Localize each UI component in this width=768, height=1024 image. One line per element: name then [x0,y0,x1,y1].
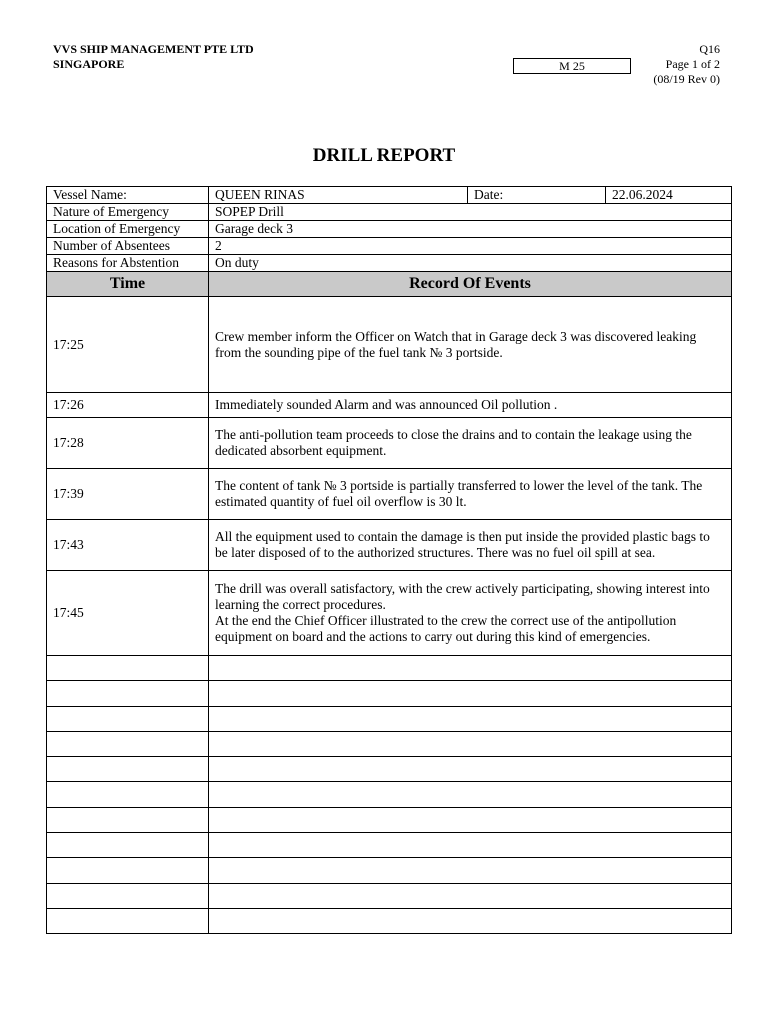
empty-time-cell [47,706,209,731]
event-time: 17:43 [47,520,209,571]
event-time: 17:39 [47,469,209,520]
absentees-label: Number of Absentees [47,238,209,255]
nature-label: Nature of Emergency [47,204,209,221]
company-header [53,42,254,72]
empty-row [47,807,732,832]
empty-time-cell [47,883,209,908]
event-row [47,571,732,656]
document-code-block [653,42,720,87]
location-row [47,221,732,238]
empty-time-cell [47,656,209,681]
vessel-row [47,187,732,204]
empty-event-cell [209,782,732,807]
event-row [47,418,732,469]
empty-event-cell [209,858,732,883]
time-header: Time [47,272,209,297]
nature-row [47,204,732,221]
date-label: Date: [468,187,606,204]
empty-time-cell [47,807,209,832]
empty-event-cell [209,656,732,681]
empty-row [47,782,732,807]
empty-time-cell [47,681,209,706]
empty-event-cell [209,908,732,933]
event-time: 17:28 [47,418,209,469]
absentees-row [47,238,732,255]
company-name: VVS SHIP MANAGEMENT PTE LTD [53,42,254,56]
empty-row [47,908,732,933]
event-description: All the equipment used to contain the damage is then put inside the provided plastic bags to be later disposed of to the authorized structures. There was no fuel oil spill at sea. [209,520,732,571]
page-title: DRILL REPORT [312,145,456,166]
nature-value: SOPEP Drill [209,204,732,221]
empty-row [47,681,732,706]
empty-event-cell [209,833,732,858]
empty-row [47,883,732,908]
event-time: 17:25 [47,297,209,393]
events-body [47,297,732,934]
document-code: Q16 [699,42,720,56]
event-row [47,297,732,393]
form-number-box: M 25 [513,58,631,74]
vessel-value: QUEEN RINAS [209,187,468,204]
events-header-row [47,272,732,297]
empty-time-cell [47,782,209,807]
empty-event-cell [209,731,732,756]
vessel-label: Vessel Name: [47,187,209,204]
empty-event-cell [209,681,732,706]
date-value: 22.06.2024 [606,187,732,204]
empty-time-cell [47,858,209,883]
empty-row [47,706,732,731]
event-row [47,520,732,571]
empty-event-cell [209,807,732,832]
event-row [47,469,732,520]
event-time: 17:45 [47,571,209,656]
empty-row [47,833,732,858]
page-number: Page 1 of 2 [665,57,720,71]
empty-event-cell [209,706,732,731]
empty-row [47,757,732,782]
empty-time-cell [47,833,209,858]
empty-time-cell [47,731,209,756]
event-description: The anti-pollution team proceeds to close the drains and to contain the leakage using the dedicated absorbent equipment. [209,418,732,469]
absentees-value: 2 [209,238,732,255]
event-description: The drill was overall satisfactory, with the crew actively participating, showing interest into learning the correct procedures. At the end the Chief Officer illustrated to the crew the correct use of the antipollution equipment on board and the actions to carry out during this kind of emergencies. [209,571,732,656]
empty-time-cell [47,757,209,782]
drill-report-table [46,186,732,934]
empty-event-cell [209,757,732,782]
company-location: SINGAPORE [53,57,125,71]
reasons-label: Reasons for Abstention [47,255,209,272]
empty-time-cell [47,908,209,933]
event-description: The content of tank № 3 portside is partially transferred to lower the level of the tank. The estimated quantity of fuel oil overflow is 30 lt. [209,469,732,520]
event-description: Immediately sounded Alarm and was announced Oil pollution . [209,393,732,418]
empty-row [47,656,732,681]
empty-row [47,731,732,756]
events-header: Record Of Events [209,272,732,297]
empty-event-cell [209,883,732,908]
location-label: Location of Emergency [47,221,209,238]
event-description: Crew member inform the Officer on Watch that in Garage deck 3 was discovered leaking from the sounding pipe of the fuel tank № 3 portside. [209,297,732,393]
empty-row [47,858,732,883]
event-time: 17:26 [47,393,209,418]
reasons-value: On duty [209,255,732,272]
revision: (08/19 Rev 0) [653,72,720,86]
event-row [47,393,732,418]
location-value: Garage deck 3 [209,221,732,238]
reasons-row [47,255,732,272]
